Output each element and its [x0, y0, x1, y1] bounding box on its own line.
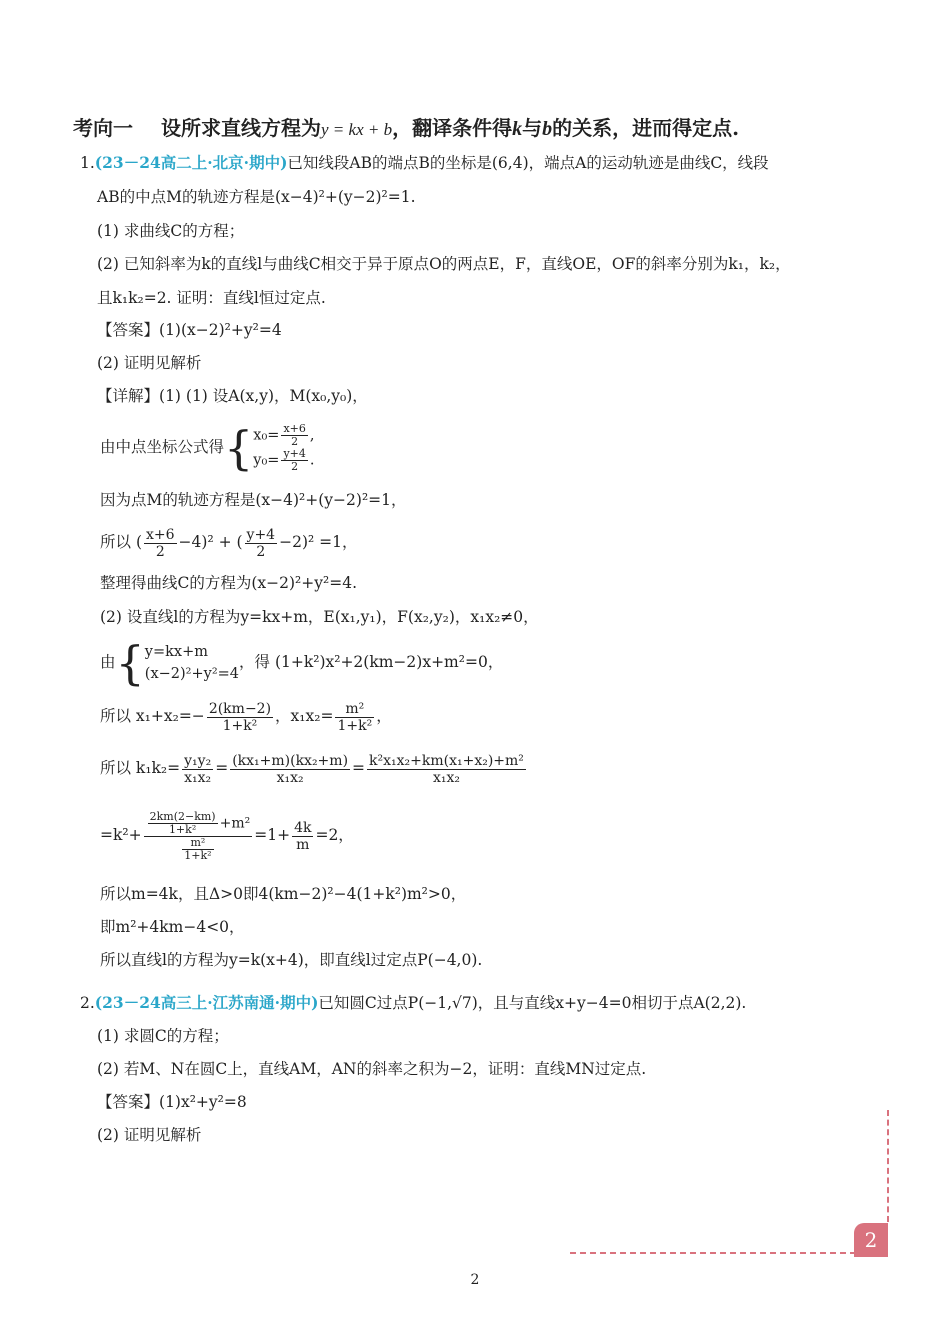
q1-detail-3: 因为点M的轨迹方程是(x−4)²+(y−2)²=1， — [100, 491, 407, 509]
q1-source: (23－24高二上·北京·期中) — [94, 153, 288, 172]
corner-dashed-vertical — [887, 1110, 889, 1222]
q1-part1: (1) 求曲线C的方程； — [97, 222, 245, 240]
q1-stem-line2: AB的中点M的轨迹方程是(x−4)²+(y−2)²=1. — [97, 188, 416, 206]
q1-detail-8: 所以 x₁+x₂=− $\frac{2(km-2)}{\text{1+k²}}$ ，x₁x₂= $\frac{\text{m²}}{\text{1+k²}}$ ， — [100, 700, 392, 734]
q1-detail-5: 整理得曲线C的方程为(x−2)²+y²=4. — [100, 574, 357, 592]
q1-detail-4: 所以 ( $\frac{x+6}{2}$ −4)² + ( $\frac{y+4}{2}$ −2)² =1， — [100, 526, 358, 560]
q1-detail-13: 所以直线l的方程为y=k(x+4)，即直线l过定点P(−4,0). — [100, 951, 483, 969]
q1-detail-1: 【详解】(1) (1) 设A(x,y)，M(x₀,y₀)， — [97, 387, 368, 405]
section-heading: 考向一 设所求直线方程为y = kx + b，翻译条件得k与b的关系，进而得定点. — [73, 116, 740, 140]
corner-dashed-horizontal — [570, 1252, 856, 1254]
page-badge: 2 — [854, 1223, 888, 1257]
q1-part2-line2: 且k₁k₂=2. 证明：直线l恒过定点. — [97, 289, 326, 307]
q1-detail-7: 由{ y=kx+m (x−2)²+y²=4 ，得 (1+k²)x²+2(km−2)x+m²=0， — [100, 636, 504, 690]
q2-source: (23－24高三上·江苏南通·期中) — [94, 993, 319, 1012]
q1-stem-line1: 1.(23－24高二上·北京·期中)已知线段AB的端点B的坐标是(6,4)，端点A的运动轨迹是曲线C，线段 — [80, 153, 769, 172]
page-number: 2 — [470, 1272, 480, 1288]
q1-detail-midpoint: 由中点坐标公式得{ x₀= $\frac{x+6}{2}$ , y₀= $\frac{y+4}{2}$ . — [100, 421, 315, 475]
q1-part2-line1: (2) 已知斜率为k的直线l与曲线C相交于异于原点O的两点E，F，直线OE，OF的斜率分别为k₁，k₂， — [97, 255, 791, 273]
q1-answer-2: (2) 证明见解析 — [97, 354, 202, 372]
q1-detail-12: 即m²+4km−4<0， — [100, 918, 245, 936]
q1-detail-10: =k²+ $\frac{2km(2-km)}{\text{1+k²}}$ +m² $\frac{\text{m²}}{\text{1+k²}}$ =1+ $\frac{4k}{m}$ =2， — [100, 809, 354, 862]
q1-detail-6: (2) 设直线l的方程为y=kx+m，E(x₁,y₁)，F(x₂,y₂)，x₁x₂≠0， — [100, 608, 539, 626]
q1-detail-11: 所以m=4k，且Δ>0即4(km−2)²−4(1+k²)m²>0， — [100, 885, 467, 903]
q2-part2: (2) 若M、N在圆C上，直线AM，AN的斜率之积为−2，证明：直线MN过定点. — [97, 1060, 647, 1078]
q1-answer: 【答案】(1)(x−2)²+y²=4 — [97, 321, 282, 339]
q2-answer: 【答案】(1)x²+y²=8 — [97, 1093, 247, 1111]
q1-detail-9: 所以 k₁k₂= $\frac{\text{y₁y₂}}{\text{x₁x₂}}$ = $\frac{\text{(kx₁+m)(kx₂+m)}}{\text{x₁x₂}}$ = $\frac{\text{k²x₁x₂+km(x₁+x₂)+m²}}{\text{x₁x₂}}$ — [100, 752, 524, 786]
q2-stem: 2.(23－24高三上·江苏南通·期中)已知圆C过点P(−1,√7)，且与直线x+y−4=0相切于点A(2,2). — [80, 993, 747, 1012]
q2-answer-2: (2) 证明见解析 — [97, 1126, 202, 1144]
q2-part1: (1) 求圆C的方程； — [97, 1027, 229, 1045]
